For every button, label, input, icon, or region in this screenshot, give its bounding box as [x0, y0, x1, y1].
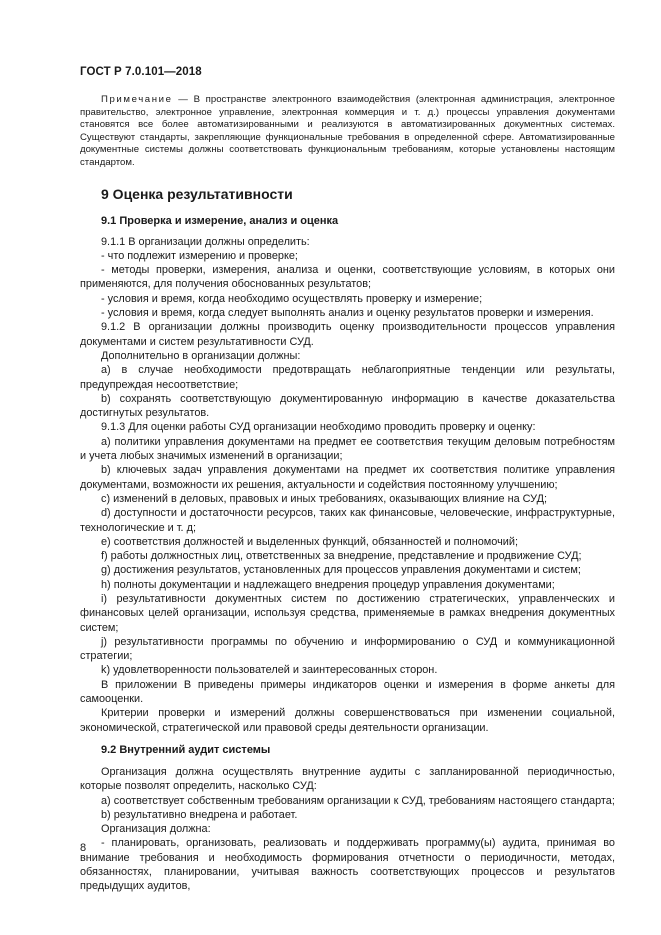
body-paragraph: 9.1.3 Для оценки работы СУД организации необходимо проводить проверку и оценку:	[101, 421, 536, 434]
note-text: — В пространстве электронного взаимодействия (электронная администрация, электронное правительство, электронное управление, электронная коммерция и т. д.) процессы управления документами становятся все более автоматизированными и реализуются в автоматизированных документных системах. Существуют стандарты, закрепляющие функциональные требования в определенной сфере. Автоматизированные документные системы должны соответствовать функциональным требованиям, которые установлены настоящим стандартом.	[80, 94, 615, 168]
subsection-title-9-2: 9.2 Внутренний аудит системы	[101, 743, 271, 756]
body-paragraph: i) результативности документных систем по достижению стратегических, управленческих и финансовых целей организации, используя средства, применяемые в рамках внедрения документных систем;	[80, 592, 615, 634]
body-paragraph: a) соответствует собственным требованиям организации к СУД, требованиям настоящего стандарта;	[101, 794, 615, 807]
note-label: Примечание	[101, 94, 173, 105]
body-paragraph: 9.1.2 В организации должны производить оценку производительности процессов управления документами и систем результативности СУД.	[80, 321, 615, 348]
body-paragraph: - условия и время, когда следует выполнять анализ и оценку результатов проверки и измерения.	[101, 307, 594, 320]
subsection-title-9-1: 9.1 Проверка и измерение, анализ и оценка	[101, 214, 339, 227]
body-paragraph: Организация должна:	[101, 823, 211, 836]
body-paragraph: - планировать, организовать, реализовать и поддерживать программу(ы) аудита, принимая во внимание требования и необходимость формирования отчетности о периодичности, методах, обязанностях, планировании, учитывая важность соответствующих процессов и результатов предыдущих аудитов,	[80, 837, 615, 893]
body-paragraph: b) ключевых задач управления документами на предмет их соответствия политике управления документами, возможности их решения, актуальности и содействия постоянному улучшению;	[80, 464, 615, 491]
body-paragraph: e) соответствия должностей и выделенных функций, обязанностей и полномочий;	[101, 535, 518, 548]
body-paragraph: b) сохранять соответствующую документированную информацию в качестве доказательства достигнутых результатов.	[80, 392, 615, 420]
body-paragraph: a) политики управления документами на предмет ее соответствия текущим деловым потребностям и учета любых значимых изменений в организации;	[80, 435, 615, 463]
section-title: 9 Оценка результативности	[101, 185, 293, 202]
document-header: ГОСТ Р 7.0.101—2018	[80, 66, 202, 78]
body-paragraph: k) удовлетворенности пользователей и заинтересованных сторон.	[101, 664, 438, 677]
body-paragraph: g) достижения результатов, установленных для процессов управления документами и систем;	[101, 564, 581, 577]
body-paragraph: В приложении В приведены примеры индикаторов оценки и измерения в форме анкеты для самооценки.	[80, 678, 615, 706]
body-paragraph: c) изменений в деловых, правовых и иных требованиях, оказывающих влияние на СУД;	[101, 492, 548, 505]
body-paragraph: f) работы должностных лиц, ответственных за внедрение, представление и продвижение СУД;	[101, 550, 582, 563]
body-paragraph: d) доступности и достаточности ресурсов, таких как финансовые, человеческие, инфраструктурные, технологические и т. д;	[80, 507, 615, 534]
body-paragraph: - что подлежит измерению и проверке;	[101, 249, 298, 262]
body-paragraph: b) результативно внедрена и работает.	[101, 808, 298, 821]
subsection-9-2-body	[80, 765, 615, 894]
body-paragraph: - методы проверки, измерения, анализа и оценки, соответствующие условиям, в которых они применяются, для получения обоснованных результатов;	[80, 264, 615, 291]
note-paragraph	[80, 94, 615, 170]
body-paragraph: Критерии проверки и измерений должны совершенствоваться при изменении социальной, экономической, стратегической или правовой среды деятельности организации.	[80, 707, 615, 734]
subsection-9-1-body	[80, 235, 615, 735]
body-paragraph: a) в случае необходимости предотвращать неблагоприятные тенденции или результаты, предупреждая несоответствие;	[80, 364, 615, 391]
body-paragraph: Организация должна осуществлять внутренние аудиты с запланированной периодичностью, которые позволят определить, насколько СУД:	[80, 765, 615, 793]
page-content	[80, 94, 615, 894]
body-paragraph: 9.1.1 В организации должны определить:	[101, 235, 310, 248]
page-number: 8	[80, 842, 87, 854]
body-paragraph: Дополнительно в организации должны:	[101, 349, 301, 362]
body-paragraph: j) результативности программы по обучению и информированию о СУД и коммуникационной стратегии;	[80, 635, 615, 663]
body-paragraph: - условия и время, когда необходимо осуществлять проверку и измерение;	[101, 292, 483, 305]
body-paragraph: h) полноты документации и надлежащего внедрения процедур управления документами;	[101, 578, 555, 591]
